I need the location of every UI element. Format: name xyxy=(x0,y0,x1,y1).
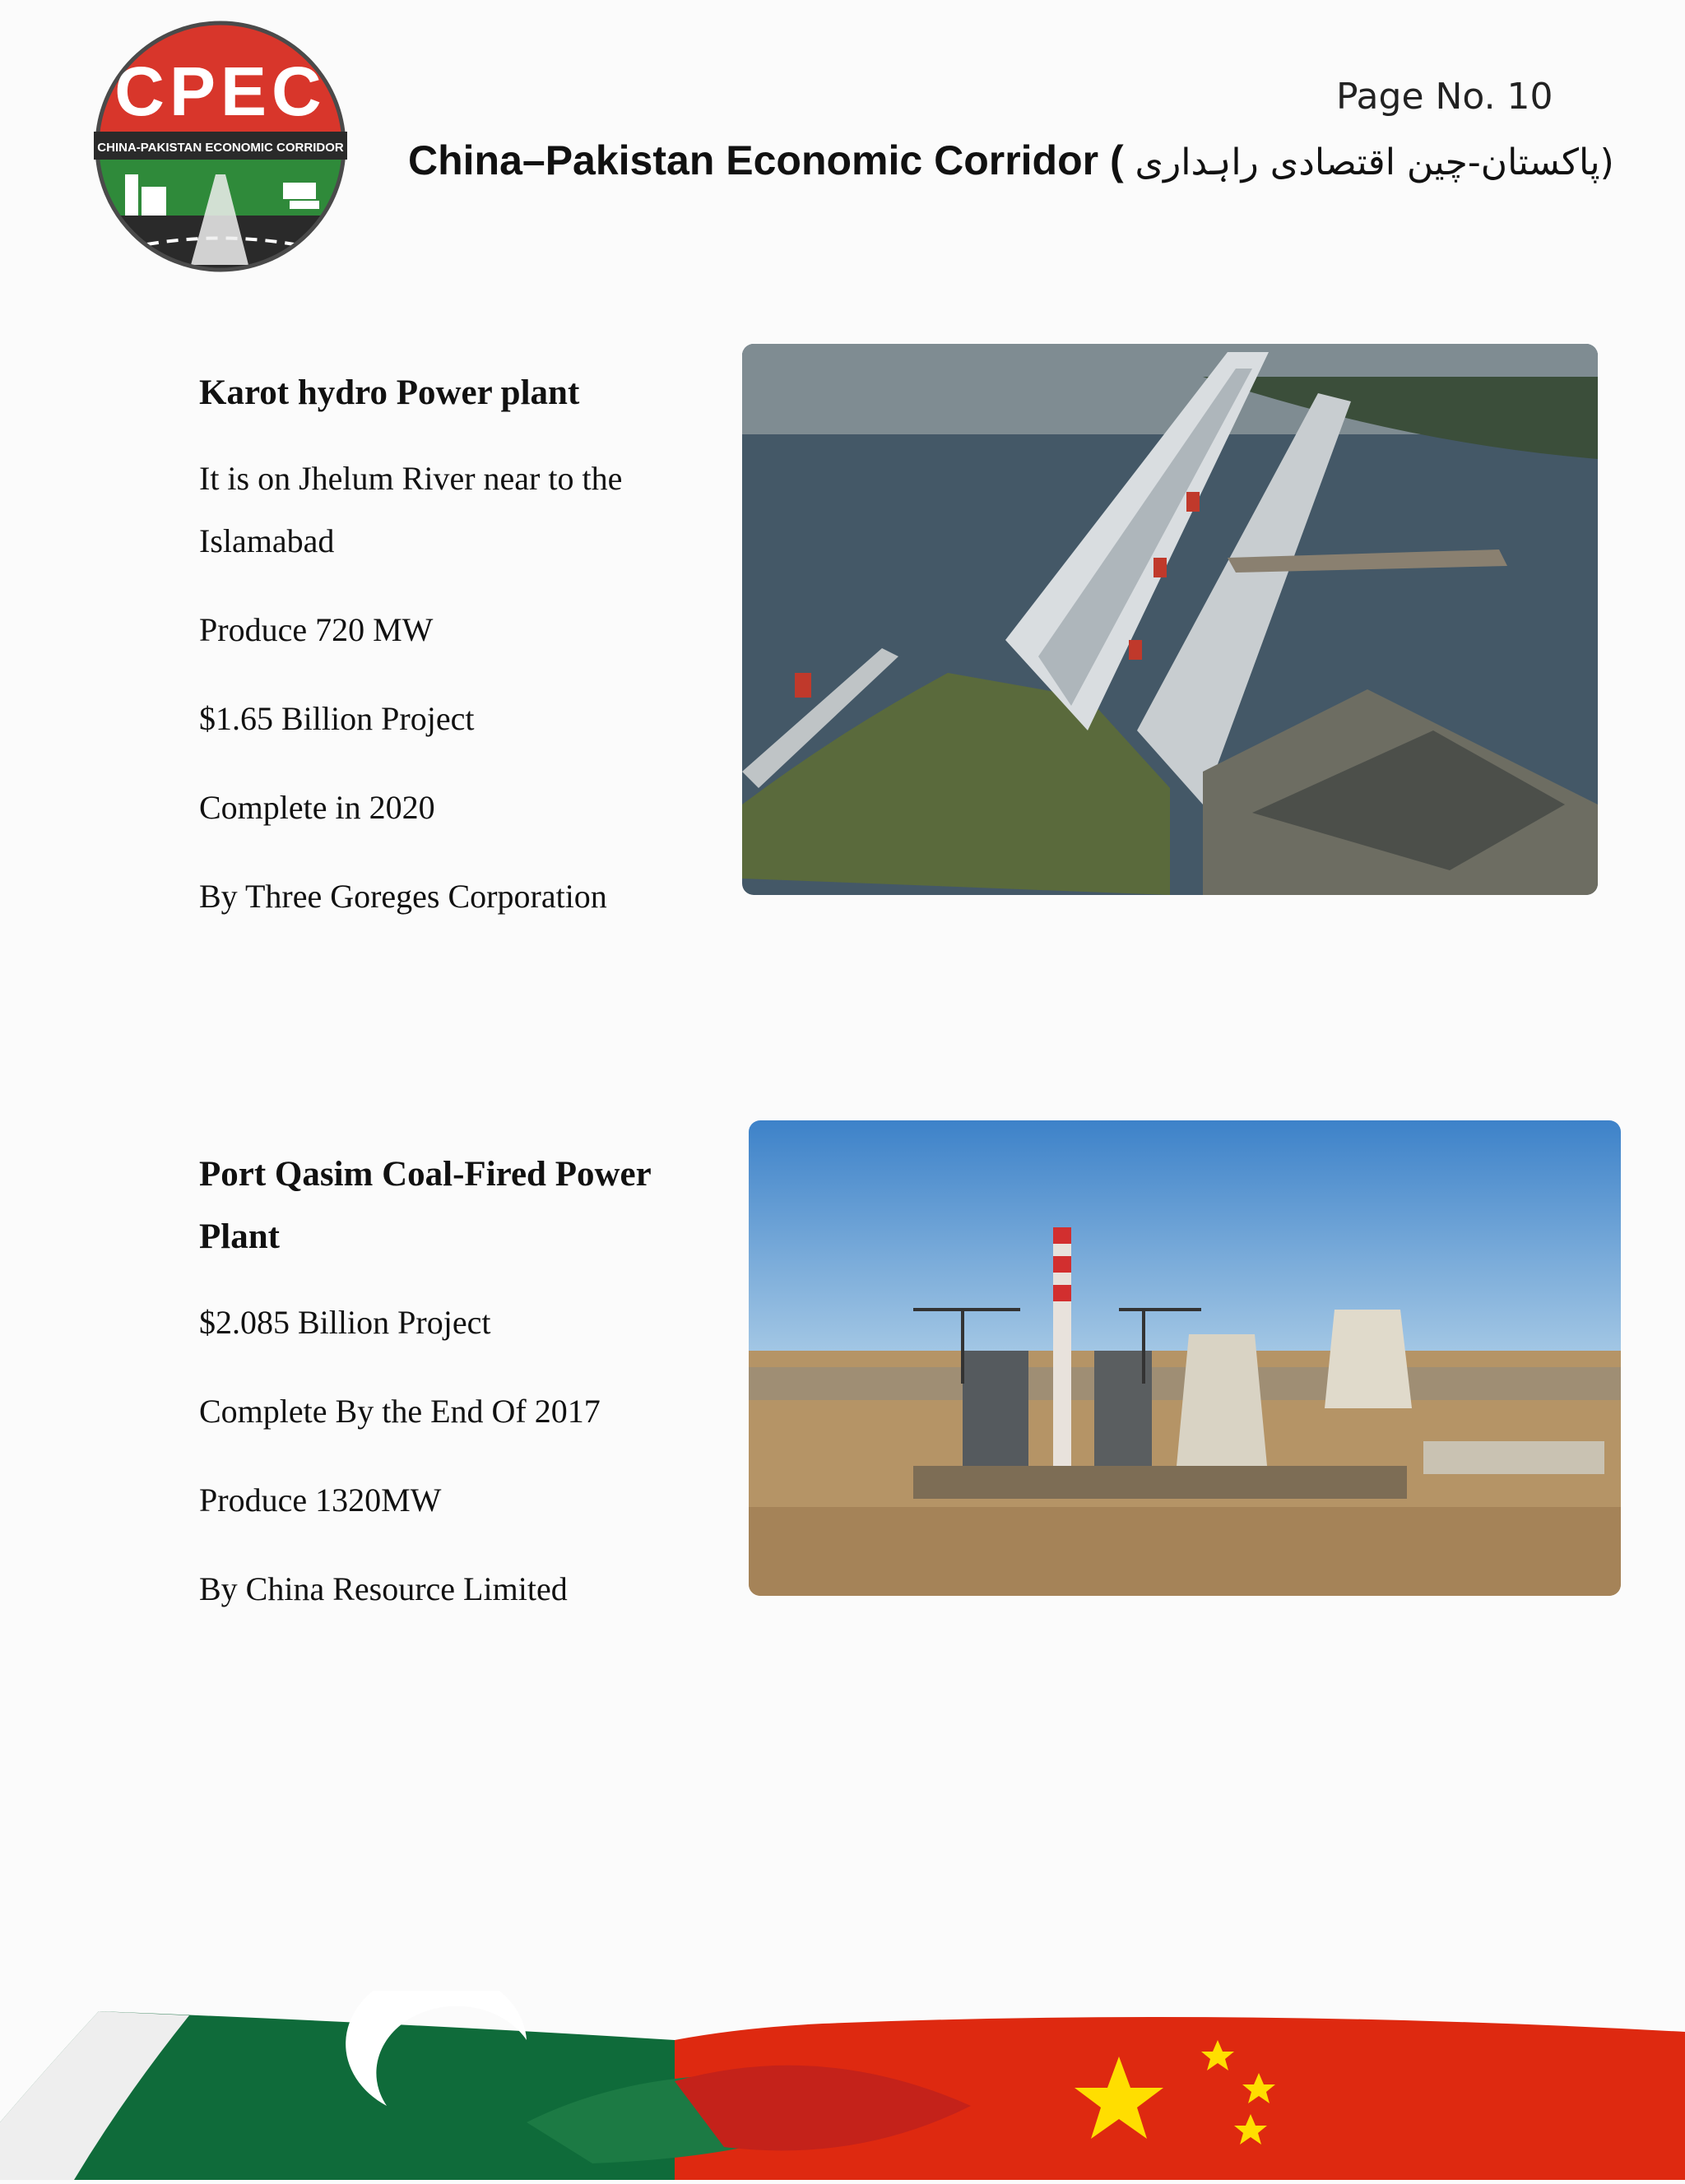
section-line: By China Resource Limited xyxy=(199,1570,568,1607)
section-line: Complete in 2020 xyxy=(199,789,435,826)
section-port-qasim xyxy=(199,1143,693,1647)
logo-letters: CPEC xyxy=(114,53,327,130)
section-line: Produce 720 MW xyxy=(199,611,434,648)
section-karot xyxy=(199,362,693,954)
title-english: China–Pakistan Economic Corridor ( xyxy=(408,137,1124,183)
section-heading: Port Qasim Coal-Fired Power Plant xyxy=(199,1155,651,1256)
logo-ribbon-text: CHINA-PAKISTAN ECONOMIC CORRIDOR xyxy=(97,141,344,155)
karot-dam-photo xyxy=(742,344,1598,895)
section-line: $2.085 Billion Project xyxy=(199,1304,491,1341)
section-line: It is on Jhelum River near to the Islamabad xyxy=(199,460,623,559)
title-urdu: پاکستان-چین اقتصادی راہداری) xyxy=(1135,141,1614,183)
page-number: Page No. 10 xyxy=(1336,76,1553,118)
port-qasim-photo xyxy=(749,1120,1621,1596)
section-line: Produce 1320MW xyxy=(199,1482,442,1519)
footer-flags-banner xyxy=(0,1991,1685,2180)
section-line: $1.65 Billion Project xyxy=(199,700,475,737)
section-line: By Three Goreges Corporation xyxy=(199,878,607,915)
document-title xyxy=(408,137,1614,184)
section-line: Complete By the End Of 2017 xyxy=(199,1393,601,1430)
section-heading: Karot hydro Power plant xyxy=(199,373,580,412)
cpec-logo xyxy=(92,18,349,275)
